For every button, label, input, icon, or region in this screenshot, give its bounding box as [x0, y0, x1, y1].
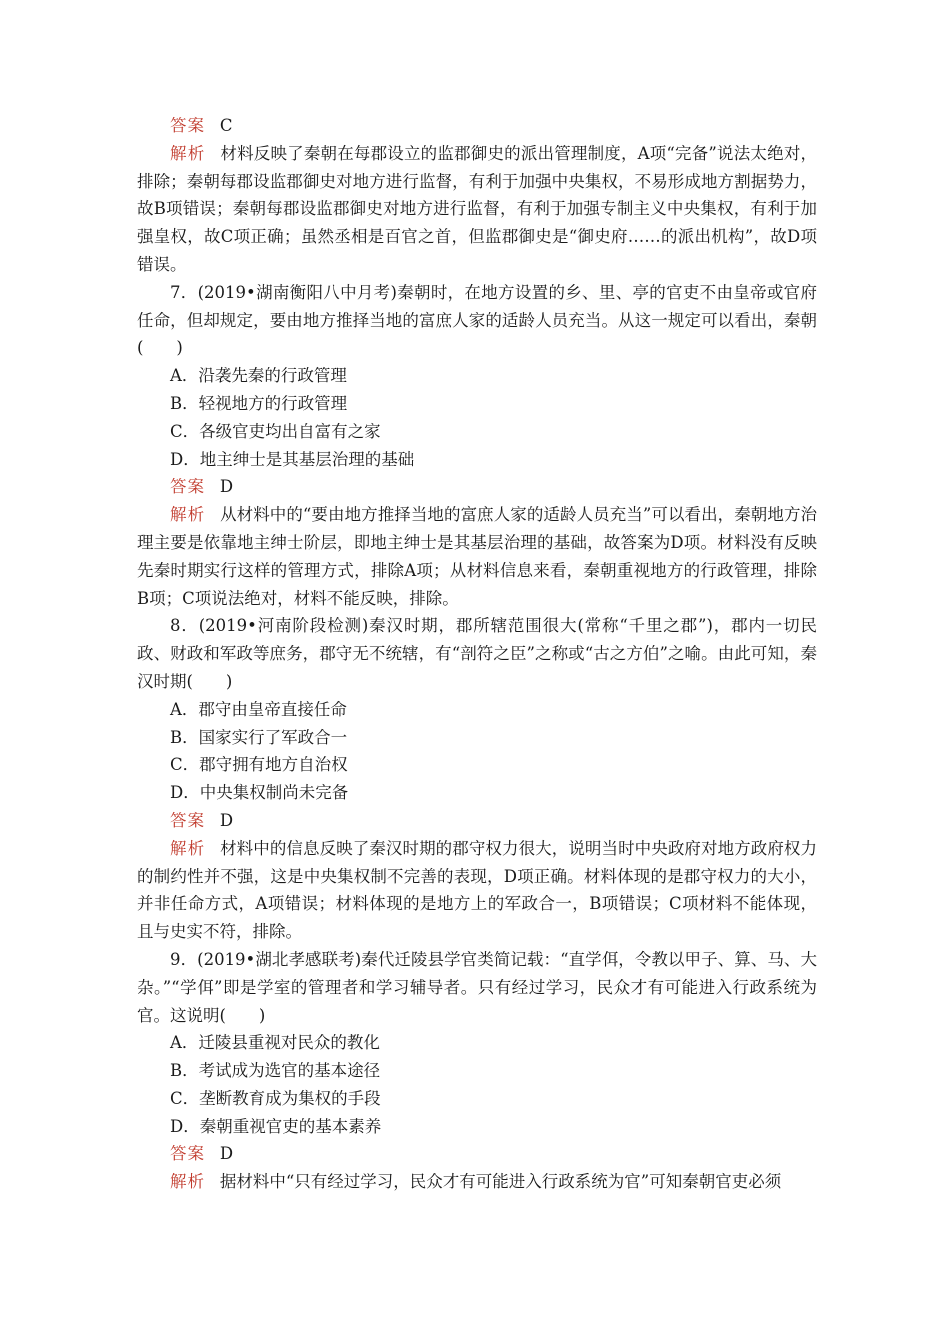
- answer-label: 答案: [170, 116, 205, 135]
- option-d: D．地主绅士是其基层治理的基础: [170, 449, 415, 469]
- analysis-paragraph: [137, 1168, 817, 1196]
- analysis-text: 材料反映了秦朝在每郡设立的监郡御史的派出管理制度，A项“完备”说法太绝对，排除；秦朝每郡设监郡御史对地方进行监督，有利于加强中央集权，不易形成地方割据势力，故B项错误；秦朝每郡设监郡御史对地方进行监督，有利于加强专制主义中央集权，有利于加强皇权，故C项正确；虽然丞相是百官之首，但监郡御史是“御史府……的派出机构”，故D项错误。: [137, 143, 818, 274]
- answer-line: [137, 473, 817, 501]
- answer-value: D: [219, 477, 234, 497]
- question-8: 8．(2019•河南阶段检测)秦汉时期，郡所辖范围很大(常称“千里之郡”)，郡内一切民政、财政和军政等庶务，郡守无不统辖，有“剖符之臣”之称或“古之方伯”之喻。由此可知，秦汉时期( ): [137, 616, 817, 691]
- analysis-label: 解析: [170, 143, 206, 163]
- option-d: D．中央集权制尚未完备: [170, 783, 349, 803]
- answer-label: 答案: [170, 1144, 205, 1164]
- option-a: A．沿袭先秦的行政管理: [170, 366, 347, 386]
- analysis-text: 从材料中的“要由地方推择当地的富庶人家的适龄人员充当”可以看出，秦朝地方治理主要是依靠地主绅士阶层，即地主绅士是其基层治理的基础，故答案为D项。材料没有反映先秦时期实行这样的管理方式，排除A项；从材料信息来看，秦朝重视地方的行政管理，排除B项；C项说法绝对，材料不能反映，排除。: [137, 505, 818, 608]
- option-b: B．考试成为选官的基本途径: [170, 1061, 381, 1081]
- option-c: C．郡守拥有地方自治权: [170, 755, 348, 775]
- answer-line: [137, 1140, 817, 1168]
- option-c: C．垄断教育成为集权的手段: [170, 1088, 381, 1108]
- option-a: A．郡守由皇帝直接任命: [170, 699, 347, 719]
- answer-label: 答案: [170, 810, 205, 830]
- analysis-paragraph: [137, 140, 817, 279]
- analysis-label: 解析: [170, 838, 206, 858]
- answer-label: 答案: [170, 477, 205, 497]
- option-a: A．迁陵县重视对民众的教化: [170, 1033, 380, 1053]
- option-d: D．秦朝重视官吏的基本素养: [170, 1116, 382, 1136]
- analysis-label: 解析: [170, 1172, 205, 1192]
- analysis-label: 解析: [170, 505, 206, 525]
- analysis-paragraph: [137, 501, 817, 612]
- analysis-paragraph: [137, 835, 817, 946]
- question-9: 9．(2019•湖北孝感联考)秦代迁陵县学官类简记载：“直学佴，令教以甲子、算、马、大杂。”“学佴”即是学室的管理者和学习辅导者。只有经过学习，民众才有可能进入行政系统为官。这说明( ): [137, 949, 817, 1025]
- option-c: C．各级官吏均出自富有之家: [170, 421, 381, 441]
- option-b: B．国家实行了军政合一: [170, 727, 348, 747]
- analysis-text: 据材料中“只有经过学习，民众才有可能进入行政系统为官”可知秦朝官吏必须: [219, 1172, 782, 1192]
- analysis-text: 材料中的信息反映了秦汉时期的郡守权力很大，说明当时中央政府对地方政府权力的制约性并不强，这是中央集权制不完善的表现，D项正确。材料体现的是郡守权力的大小，并非任命方式，A项错误；材料体现的是地方上的军政合一，B项错误；C项材料不能体现，且与史实不符，排除。: [137, 838, 818, 942]
- answer-value: D: [219, 810, 234, 830]
- answer-line: [137, 807, 817, 835]
- question-7: 7．(2019•湖南衡阳八中月考)秦朝时，在地方设置的乡、里、亭的官吏不由皇帝或官府任命，但却规定，要由地方推择当地的富庶人家的适龄人员充当。从这一规定可以看出，秦朝( ): [137, 282, 817, 358]
- answer-value: D: [219, 1144, 234, 1164]
- document-page: [137, 112, 817, 1196]
- option-b: B．轻视地方的行政管理: [170, 393, 348, 413]
- answer-value: C: [219, 116, 233, 135]
- answer-line: [137, 112, 817, 140]
